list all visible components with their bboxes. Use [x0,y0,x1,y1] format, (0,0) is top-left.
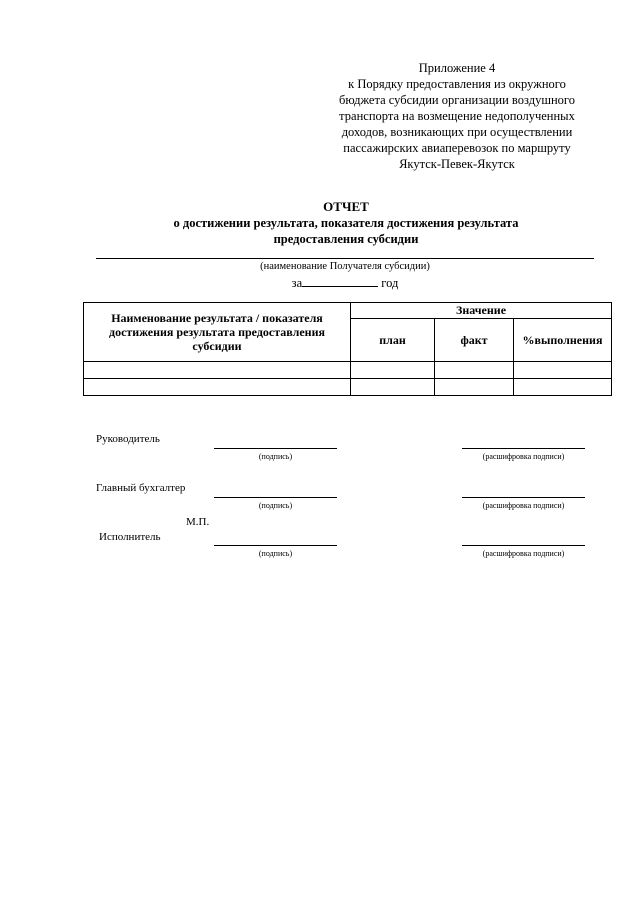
accountant-decoding-line [462,497,585,498]
head-decoding-line [462,448,585,449]
header-plan: план [351,319,435,362]
accountant-label: Главный бухгалтер [96,482,186,494]
table-cell[interactable] [514,362,612,379]
table-cell[interactable] [84,362,351,379]
executor-label: Исполнитель [99,531,161,543]
appendix-line: Якутск-Певек-Якутск [399,157,515,171]
appendix-line: к Порядку предоставления из окружного [348,77,566,91]
executor-decoding-line [462,545,585,546]
head-label: Руководитель [96,433,160,445]
appendix-line: доходов, возникающих при осуществлении [341,125,573,139]
title-line: предоставления субсидии [273,232,419,246]
header-fact: факт [435,319,514,362]
appendix-line: пассажирских авиаперевозок по маршруту [343,141,571,155]
head-signature-caption: (подпись) [258,452,293,461]
accountant-signature-line [214,497,337,498]
title-line: ОТЧЕТ [323,199,369,214]
table-cell[interactable] [435,379,514,396]
period-suffix: год [381,276,399,290]
appendix-line: транспорта на возмещение недополученных [339,109,575,123]
table-cell[interactable] [351,362,435,379]
appendix-block [322,60,592,172]
stamp-label: М.П. [186,516,210,528]
appendix-line: бюджета субсидии организации воздушного [339,93,575,107]
head-decoding-caption: (расшифровка подписи) [482,452,565,461]
recipient-name-line [96,258,594,259]
header-result-name: Наименование результата / показателя достижения результата предоставления субсидии [84,303,351,362]
accountant-decoding-caption: (расшифровка подписи) [482,501,565,510]
document-title [0,199,640,247]
executor-signature-caption: (подпись) [258,549,293,558]
header-value: Значение [351,303,612,319]
table-cell[interactable] [435,362,514,379]
period-blank-line [302,274,378,287]
head-signature-line [214,448,337,449]
table-row [84,379,612,396]
table-cell[interactable] [84,379,351,396]
appendix-line: Приложение 4 [418,61,496,75]
report-table [83,302,612,396]
table-cell[interactable] [514,379,612,396]
recipient-caption: (наименование Получателя субсидии) [260,261,430,272]
accountant-signature-caption: (подпись) [258,501,293,510]
header-percent: %выполнения [514,319,612,362]
executor-decoding-caption: (расшифровка подписи) [482,549,565,558]
report-period [96,274,594,291]
executor-signature-line [214,545,337,546]
title-line: о достижении результата, показателя достижения результата [173,216,519,230]
table-row [84,362,612,379]
table-cell[interactable] [351,379,435,396]
period-prefix: за [291,276,303,290]
